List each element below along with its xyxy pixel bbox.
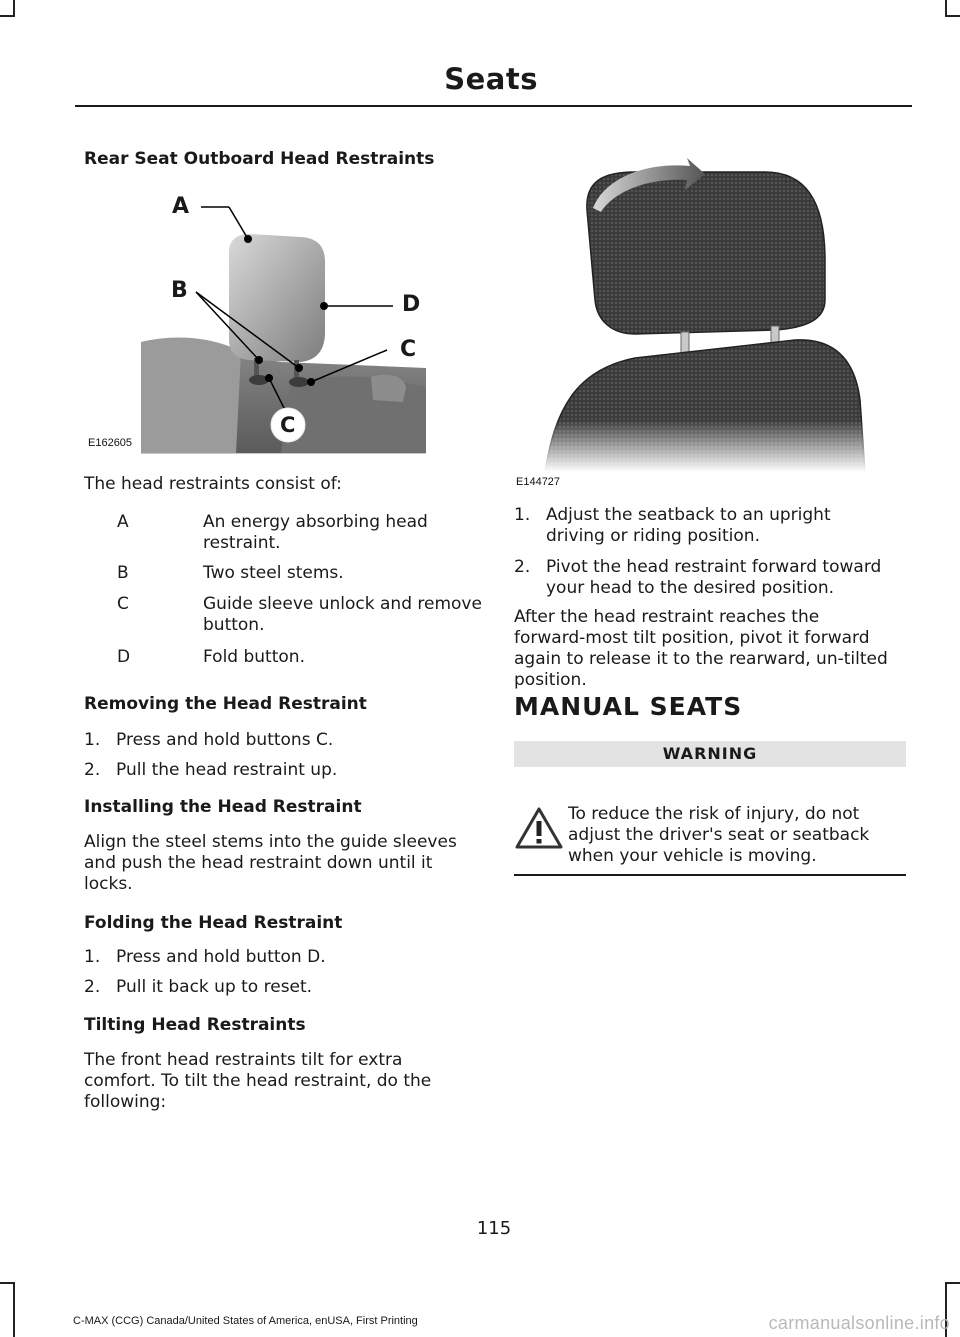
consist-intro: The head restraints consist of:: [84, 474, 342, 494]
part-text-cont: restraint.: [203, 533, 281, 553]
folding-title: Folding the Head Restraint: [84, 913, 343, 933]
callout-b: B: [171, 278, 188, 303]
part-key: C: [117, 594, 129, 614]
tilting-title: Tilting Head Restraints: [84, 1015, 306, 1035]
print-info: C-MAX (CCG) Canada/United States of America, enUSA, First Printing: [73, 1315, 418, 1327]
crop-mark: [945, 15, 960, 17]
manual-seats-heading: MANUAL SEATS: [514, 692, 743, 721]
callout-c-bottom: C: [280, 413, 296, 437]
figure-code: E162605: [88, 437, 133, 449]
part-text: An energy absorbing head: [203, 512, 428, 532]
page-header-title: Seats: [444, 62, 538, 96]
part-key: A: [117, 512, 129, 532]
part-text: Guide sleeve unlock and remove: [203, 594, 482, 614]
figure-front-head-restraint: [515, 150, 908, 472]
callout-a: A: [172, 194, 190, 219]
figure-rear-head-restraint: [141, 182, 426, 454]
removing-title: Removing the Head Restraint: [84, 694, 367, 714]
part-key: B: [117, 563, 129, 583]
part-text-cont: button.: [203, 615, 265, 635]
callout-d: D: [402, 292, 421, 317]
crop-mark: [945, 1282, 960, 1284]
warning-text: To reduce the risk of injury, do not adjust the driver's seat or seatback when your vehicle is moving.: [568, 804, 870, 866]
figure-code: E144727: [516, 476, 561, 488]
header-rule: [75, 105, 912, 107]
tilt-after-paragraph: After the head restraint reaches the forward-most tilt position, pivot it forward again to release it to the rearward, un-tilted position.: [514, 607, 888, 690]
part-text: Fold button.: [203, 647, 305, 667]
tilting-body: The front head restraints tilt for extra comfort. To tilt the head restraint, do the following:: [84, 1050, 432, 1112]
part-text: Two steel stems.: [203, 563, 344, 583]
crop-mark: [0, 1282, 15, 1284]
page-number: 115: [476, 1218, 512, 1239]
section-title: Rear Seat Outboard Head Restraints: [84, 149, 435, 169]
crop-mark: [0, 15, 15, 17]
warning-triangle-icon: [514, 806, 564, 854]
watermark: carmanualsonline.info: [768, 1313, 950, 1333]
callout-c-right: C: [400, 337, 417, 362]
installing-title: Installing the Head Restraint: [84, 797, 362, 817]
front-head-restraint-illustration: [515, 150, 908, 472]
part-key: D: [117, 647, 131, 667]
installing-body: Align the steel stems into the guide sleeves and push the head restraint down until it locks.: [84, 832, 457, 894]
warning-rule: [514, 874, 906, 876]
warning-label: WARNING: [514, 741, 906, 767]
crop-mark: [13, 1282, 15, 1337]
